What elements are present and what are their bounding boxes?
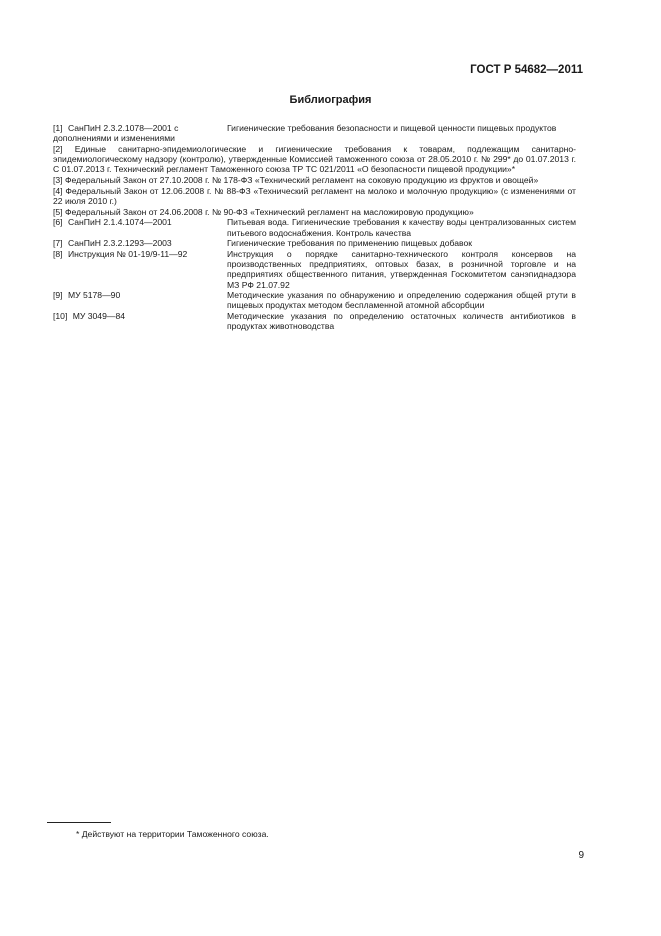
bibliography-entry [53, 238, 576, 248]
bibliography-entry [53, 144, 576, 175]
entry-number: [2] [53, 143, 75, 154]
entry-source: СанПиН 2.1.4.1074—2001 [67, 217, 172, 228]
bibliography-entry [53, 186, 576, 206]
entry-source: СанПиН 2.3.2.1078—2001 с дополнениями и изменениями [53, 123, 179, 144]
entry-description: Инструкция о порядке санитарно-технического контроля консервов на производственных предприятиях, оптовых базах, в розничной торговле и на предприятиях общественного питания, утвержденная Госкомитетом санэпиднадзора МЗ РФ 21.07.92 [227, 248, 576, 290]
entry-source: МУ 5178—90 [67, 290, 121, 301]
entry-text: Федеральный Закон от 12.06.2008 г. № 88-ФЗ «Технический регламент на молоко и молочную продукцию» (с изменениями от 22 июля 2010 г.) [53, 185, 576, 206]
entry-number: [5] [53, 206, 65, 217]
entry-description: Методические указания по обнаружению и определению содержания общей ртути в пищевых продуктах методом беспламенной атомной абсорбции [227, 290, 576, 311]
entry-description: Гигиенические требования безопасности и пищевой ценности пищевых продуктов [227, 123, 557, 133]
entry-source: Инструкция № 01-19/9-11—92 [67, 248, 188, 259]
page-number: 9 [578, 850, 584, 861]
bibliography-entry [53, 290, 576, 310]
entry-number: [8] [53, 248, 65, 259]
entry-source: СанПиН 2.3.2.1293—2003 [67, 238, 172, 249]
entry-source: МУ 3049—84 [72, 311, 126, 322]
entry-number: [3] [53, 175, 65, 186]
bibliography-list [53, 123, 576, 332]
entry-number: [6] [53, 217, 65, 228]
footnote-divider [47, 822, 111, 823]
bibliography-entry [53, 249, 576, 290]
entry-text: Единые санитарно-эпидемиологические и гигиенические требования к товарам, подлежащим санитарно-эпидемиологическому надзору (контролю), утвержденные Комиссией таможенного союза от 28.05.2010 г. № 299* до 01.07.2013 г. С 01.07.2013 г. Технический регламент Таможенного союза ТР ТС 021/2011 «О безопасности пищевой продукции»* [53, 143, 576, 175]
bibliography-entry [53, 311, 576, 331]
document-code: ГОСТ Р 54682—2011 [470, 64, 583, 76]
bibliography-entry [53, 175, 576, 185]
entry-number: [9] [53, 290, 65, 301]
entry-description: Методические указания по определению остаточных количеств антибиотиков в продуктах животноводства [227, 311, 576, 332]
bibliography-entry [53, 207, 576, 217]
entry-text: Федеральный Закон от 27.10.2008 г. № 178-ФЗ «Технический регламент на соковую продукцию из фруктов и овощей» [64, 175, 539, 186]
entry-number: [10] [53, 311, 70, 322]
bibliography-entry [53, 217, 576, 237]
entry-number: [4] [53, 185, 66, 196]
entry-number: [1] [53, 123, 65, 133]
footnote: * Действуют на территории Таможенного союза. [76, 829, 269, 839]
entry-description: Гигиенические требования по применению пищевых добавок [227, 238, 473, 249]
entry-description: Питьевая вода. Гигиенические требования к качеству воды централизованных систем питьевого водоснабжения. Контроль качества [227, 217, 576, 238]
page-title: Библиография [289, 94, 372, 106]
bibliography-entry [53, 123, 576, 143]
entry-number: [7] [53, 238, 65, 249]
entry-text: Федеральный Закон от 24.06.2008 г. № 90-ФЗ «Технический регламент на масложировую продукцию» [64, 206, 474, 217]
